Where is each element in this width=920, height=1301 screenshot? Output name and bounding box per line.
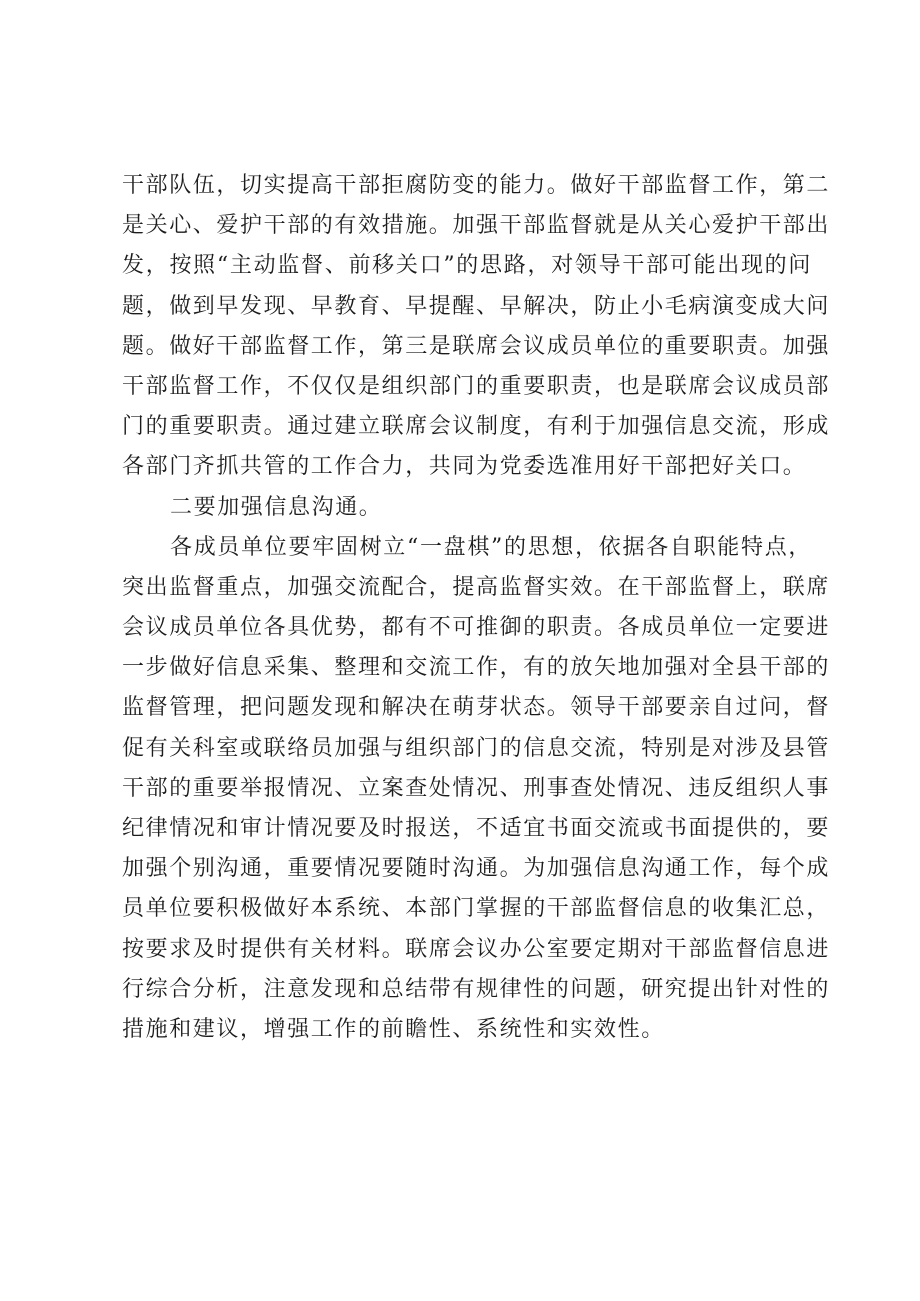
text-line: 发，按照“主动监督、前移关口”的思路，对领导干部可能出现的问 [122,253,812,279]
text-line: 加强个别沟通，重要情况要随时沟通。为加强信息沟通工作，每个成 [122,856,831,882]
text-line: 门的重要职责。通过建立联席会议制度，有利于加强信息交流，形成 [122,414,831,440]
body-text [122,166,831,1050]
text-line: 题。做好干部监督工作，第三是联席会议成员单位的重要职责。加强 [122,333,831,359]
text-line: 措施和建议，增强工作的前瞻性、系统性和实效性。 [122,1016,665,1042]
text-line: 各成员单位要牢固树立“一盘棋”的思想，依据各自职能特点， [170,534,812,560]
text-line: 题，做到早发现、早教育、早提醒、早解决，防止小毛病演变成大问 [122,293,831,319]
text-line: 各部门齐抓共管的工作合力，共同为党委选准用好干部把好关口。 [122,454,807,480]
text-line: 监督管理，把问题发现和解决在萌芽状态。领导干部要亲自过问，督 [122,695,831,721]
text-line: 促有关科室或联络员加强与组织部门的信息交流，特别是对涉及县管 [122,735,831,761]
text-line: 按要求及时提供有关材料。联席会议办公室要定期对干部监督信息进 [122,936,831,962]
text-line: 员单位要积极做好本系统、本部门掌握的干部监督信息的收集汇总， [122,896,831,922]
text-line: 突出监督重点，加强交流配合，提高监督实效。在干部监督上，联席 [122,574,831,600]
text-line: 干部队伍，切实提高干部拒腐防变的能力。做好干部监督工作，第二 [122,173,831,198]
text-line: 会议成员单位各具优势，都有不可推御的职责。各成员单位一定要进 [122,615,831,641]
text-line: 纪律情况和审计情况要及时报送，不适宜书面交流或书面提供的，要 [122,816,831,841]
text-line: 一步做好信息采集、整理和交流工作，有的放矢地加强对全县干部的 [122,655,831,681]
text-line: 干部监督工作，不仅仅是组织部门的重要职责，也是联席会议成员部 [122,373,831,399]
text-line: 行综合分析，注意发现和总结带有规律性的问题，研究提出针对性的 [122,976,831,1002]
section-heading: 二要加强信息沟通。 [170,494,383,520]
text-line: 干部的重要举报情况、立案查处情况、刑事查处情况、违反组织人事 [122,775,831,801]
text-line: 是关心、爱护干部的有效措施。加强干部监督就是从关心爱护干部出 [122,213,831,239]
